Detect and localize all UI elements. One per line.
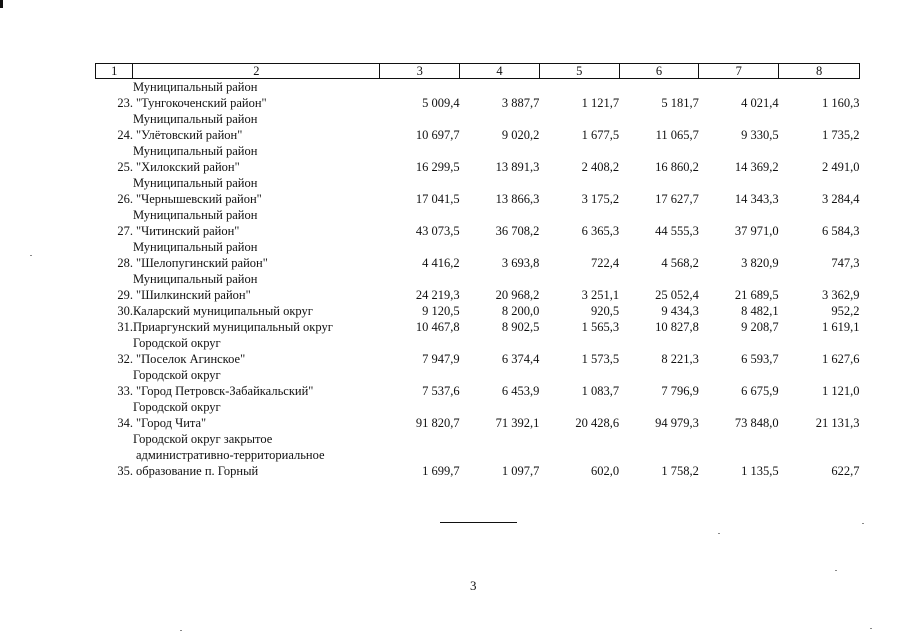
municipality-name xyxy=(133,367,380,399)
value-cell: 20 428,6 xyxy=(575,416,620,430)
row-number: 29. xyxy=(117,288,133,302)
municipality-name-line: Муниципальный район xyxy=(132,208,258,222)
value-cell: 5 181,7 xyxy=(661,96,699,110)
municipality-name-line: Приаргунский муниципальный округ xyxy=(132,320,333,334)
footer-divider xyxy=(440,522,517,523)
value-cell: 73 848,0 xyxy=(734,416,779,430)
value-cell: 44 555,3 xyxy=(655,224,699,238)
value-cell: 6 584,3 xyxy=(822,224,860,238)
row-number: 28. xyxy=(117,256,133,270)
value-cell: 7 796,9 xyxy=(661,384,699,398)
municipality-name xyxy=(133,143,380,175)
value-cell: 43 073,5 xyxy=(415,224,460,238)
column-header: 1 xyxy=(96,64,133,79)
value-cell: 952,2 xyxy=(831,304,860,318)
row-number: 24. xyxy=(117,128,133,142)
column-header: 4 xyxy=(460,64,540,79)
municipality-name-line: административно-территориальное xyxy=(135,448,325,462)
municipality-name-line: "Чернышевский район" xyxy=(135,192,262,206)
scan-speck xyxy=(870,628,872,629)
value-cell: 17 041,5 xyxy=(415,192,460,206)
municipality-name xyxy=(133,239,380,271)
municipality-name-line: образование п. Горный xyxy=(135,464,259,478)
municipality-name-line: Каларский муниципальный округ xyxy=(132,304,313,318)
value-cell: 4 416,2 xyxy=(422,256,460,270)
row-number: 25. xyxy=(117,160,133,174)
municipality-name xyxy=(133,79,380,112)
value-cell: 1 758,2 xyxy=(661,464,699,478)
value-cell: 17 627,7 xyxy=(655,192,699,206)
municipality-name-line: "Город Чита" xyxy=(135,416,207,430)
value-cell: 9 120,5 xyxy=(422,304,460,318)
scan-speck xyxy=(835,570,837,571)
municipality-name xyxy=(133,399,380,431)
value-cell: 25 052,4 xyxy=(655,288,699,302)
value-cell: 3 693,8 xyxy=(501,256,540,270)
municipality-name-line: Муниципальный район xyxy=(132,112,258,126)
value-cell: 9 434,3 xyxy=(661,304,699,318)
column-header: 8 xyxy=(779,64,860,79)
value-cell: 1 083,7 xyxy=(581,384,620,398)
scan-speck xyxy=(718,533,720,534)
column-header: 6 xyxy=(619,64,699,79)
municipality-name xyxy=(133,431,380,479)
value-cell: 21 689,5 xyxy=(734,288,779,302)
page-number: 3 xyxy=(470,578,477,593)
value-cell: 747,3 xyxy=(831,256,860,270)
table-row xyxy=(96,111,860,143)
row-number: 30. xyxy=(117,304,133,318)
value-cell: 1 565,3 xyxy=(581,320,620,334)
row-number: 27. xyxy=(117,224,133,238)
row-number: 23. xyxy=(117,96,133,110)
value-cell: 920,5 xyxy=(591,304,620,318)
value-cell: 9 020,2 xyxy=(501,128,540,142)
municipality-name-line: "Хилокский район" xyxy=(135,160,240,174)
value-cell: 3 362,9 xyxy=(822,288,860,302)
value-cell: 6 365,3 xyxy=(581,224,620,238)
municipality-name-line: Городской округ xyxy=(132,336,221,350)
value-cell: 8 482,1 xyxy=(741,304,779,318)
value-cell: 1 160,3 xyxy=(822,96,860,110)
table-row xyxy=(96,207,860,239)
value-cell: 11 065,7 xyxy=(655,128,699,142)
value-cell: 6 675,9 xyxy=(741,384,779,398)
value-cell: 6 374,4 xyxy=(501,352,540,366)
value-cell: 1 121,7 xyxy=(581,96,620,110)
value-cell: 3 887,7 xyxy=(501,96,540,110)
municipality-name xyxy=(133,271,380,303)
table-row xyxy=(96,303,860,319)
table-row xyxy=(96,175,860,207)
value-cell: 1 121,0 xyxy=(822,384,860,398)
column-header: 5 xyxy=(539,64,619,79)
municipality-name xyxy=(133,175,380,207)
value-cell: 10 467,8 xyxy=(415,320,460,334)
value-cell: 7 537,6 xyxy=(422,384,460,398)
municipality-name-line: "Поселок Агинское" xyxy=(135,352,246,366)
value-cell: 3 251,1 xyxy=(581,288,620,302)
value-cell: 7 947,9 xyxy=(422,352,460,366)
value-cell: 37 971,0 xyxy=(734,224,779,238)
value-cell: 622,7 xyxy=(831,464,860,478)
municipality-name-line: "Шилкинский район" xyxy=(135,288,251,302)
municipality-name xyxy=(133,111,380,143)
municipality-name-line: Муниципальный район xyxy=(132,80,258,94)
row-number: 33. xyxy=(117,384,133,398)
value-cell: 3 820,9 xyxy=(741,256,779,270)
value-cell: 4 568,2 xyxy=(661,256,699,270)
value-cell: 36 708,2 xyxy=(495,224,540,238)
value-cell: 1 573,5 xyxy=(581,352,620,366)
value-cell: 91 820,7 xyxy=(415,416,460,430)
value-cell: 722,4 xyxy=(591,256,620,270)
column-header: 3 xyxy=(380,64,460,79)
value-cell: 10 697,7 xyxy=(415,128,460,142)
table-row xyxy=(96,367,860,399)
row-number: 32. xyxy=(117,352,133,366)
value-cell: 602,0 xyxy=(591,464,620,478)
table-row xyxy=(96,79,860,112)
value-cell: 5 009,4 xyxy=(422,96,460,110)
budget-table xyxy=(95,63,860,479)
scan-speck xyxy=(30,255,32,256)
value-cell: 13 891,3 xyxy=(495,160,540,174)
value-cell: 14 343,3 xyxy=(734,192,779,206)
value-cell: 2 408,2 xyxy=(581,160,620,174)
municipality-name-line: "Шелопугинский район" xyxy=(135,256,268,270)
value-cell: 3 284,4 xyxy=(822,192,860,206)
value-cell: 1 699,7 xyxy=(422,464,460,478)
value-cell: 3 175,2 xyxy=(581,192,620,206)
value-cell: 9 208,7 xyxy=(741,320,779,334)
column-header: 7 xyxy=(699,64,779,79)
value-cell: 4 021,4 xyxy=(741,96,779,110)
municipality-name-line: "Город Петровск-Забайкальский" xyxy=(135,384,314,398)
value-cell: 1 735,2 xyxy=(822,128,860,142)
table-row xyxy=(96,431,860,479)
scan-speck xyxy=(180,630,182,631)
municipality-name xyxy=(133,303,380,319)
column-number-header-row xyxy=(96,64,860,79)
municipality-name xyxy=(133,319,380,335)
table-row xyxy=(96,271,860,303)
row-number: 26. xyxy=(117,192,133,206)
value-cell: 1 135,5 xyxy=(741,464,779,478)
value-cell: 16 860,2 xyxy=(655,160,699,174)
value-cell: 2 491,0 xyxy=(822,160,860,174)
value-cell: 1 097,7 xyxy=(501,464,540,478)
row-number: 35. xyxy=(117,464,133,478)
municipality-name-line: "Улётовский район" xyxy=(135,128,243,142)
municipality-name-line: "Читинский район" xyxy=(135,224,240,238)
municipality-name-line: Муниципальный район xyxy=(132,240,258,254)
municipality-name-line: Муниципальный район xyxy=(132,144,258,158)
value-cell: 1 619,1 xyxy=(822,320,860,334)
value-cell: 21 131,3 xyxy=(815,416,860,430)
value-cell: 10 827,8 xyxy=(655,320,699,334)
municipality-name-line: "Тунгокоченский район" xyxy=(135,96,267,110)
table-row xyxy=(96,319,860,335)
municipality-name-line: Городской округ xyxy=(132,400,221,414)
municipality-name xyxy=(133,207,380,239)
municipality-name xyxy=(133,335,380,367)
value-cell: 6 453,9 xyxy=(501,384,540,398)
value-cell: 9 330,5 xyxy=(741,128,779,142)
value-cell: 71 392,1 xyxy=(495,416,540,430)
table-row xyxy=(96,399,860,431)
table-row xyxy=(96,239,860,271)
value-cell: 14 369,2 xyxy=(734,160,779,174)
value-cell: 20 968,2 xyxy=(495,288,540,302)
value-cell: 8 902,5 xyxy=(501,320,540,334)
value-cell: 8 221,3 xyxy=(661,352,699,366)
value-cell: 24 219,3 xyxy=(415,288,460,302)
value-cell: 1 677,5 xyxy=(581,128,620,142)
value-cell: 94 979,3 xyxy=(655,416,699,430)
municipality-name-line: Муниципальный район xyxy=(132,272,258,286)
scan-speck xyxy=(862,523,864,524)
row-number: 31. xyxy=(117,320,133,334)
table-row xyxy=(96,335,860,367)
value-cell: 1 627,6 xyxy=(822,352,860,366)
value-cell: 8 200,0 xyxy=(501,304,540,318)
municipality-name-line: Городской округ закрытое xyxy=(132,432,273,446)
table-body xyxy=(96,79,860,480)
column-header: 2 xyxy=(133,64,380,79)
row-number: 34. xyxy=(117,416,133,430)
value-cell: 6 593,7 xyxy=(741,352,779,366)
municipality-name-line: Муниципальный район xyxy=(132,176,258,190)
municipality-name-line: Городской округ xyxy=(132,368,221,382)
scan-corner-mark xyxy=(0,0,3,8)
table-row xyxy=(96,143,860,175)
value-cell: 16 299,5 xyxy=(415,160,460,174)
value-cell: 13 866,3 xyxy=(495,192,540,206)
